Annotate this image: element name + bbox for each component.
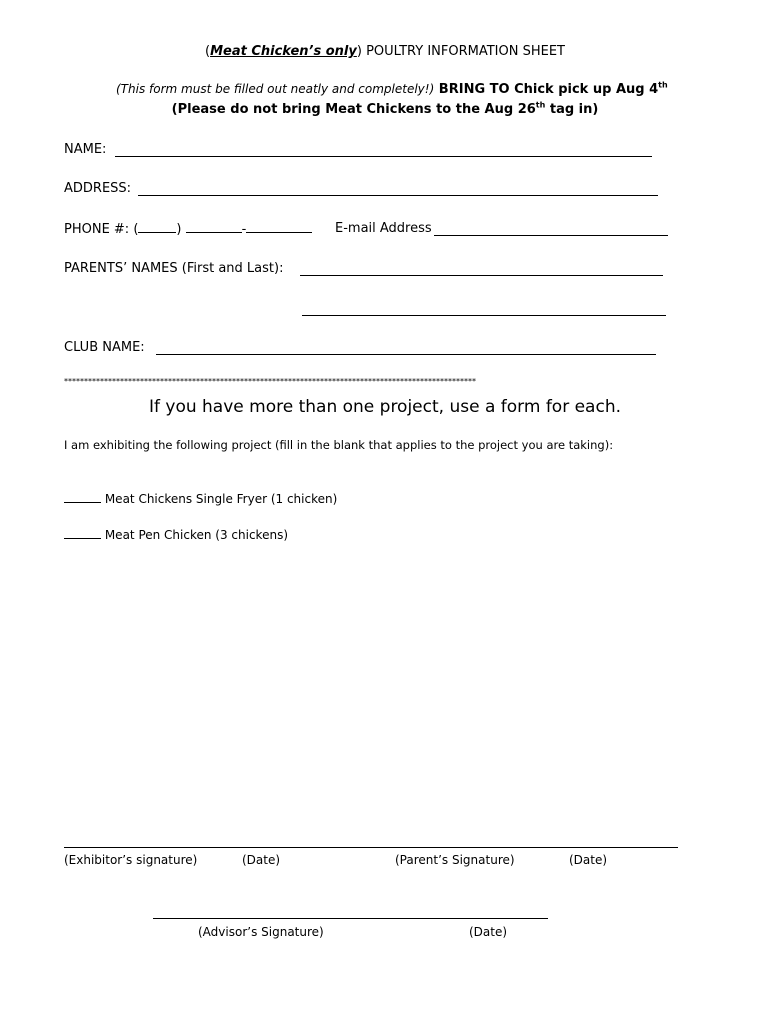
phone-line-field[interactable]	[246, 221, 312, 233]
instruction-text: (This form must be filled out neatly and completely!)	[116, 82, 435, 96]
project-intro: I am exhibiting the following project (fill in the blank that applies to the project you are taking):	[64, 438, 614, 452]
parents-label: PARENTS’ NAMES (First and Last):	[64, 261, 284, 276]
title-paren-open: (	[204, 44, 211, 59]
name-label: NAME:	[64, 142, 107, 157]
parents-field-2[interactable]	[302, 315, 666, 316]
exhibitor-signature-label: (Exhibitor’s signature)	[64, 853, 198, 867]
phone-paren-close: )	[176, 222, 182, 237]
title-paren-close: )	[356, 44, 362, 59]
note-line	[0, 102, 770, 118]
parent-signature-label: (Parent’s Signature)	[395, 853, 515, 867]
exhibitor-parent-signature-line[interactable]	[64, 847, 678, 848]
email-label: E-mail Address	[335, 221, 432, 236]
note-end: tag in)	[545, 102, 599, 117]
bring-sup: th	[658, 80, 668, 90]
option-meat-pen	[64, 527, 288, 543]
bring-text: BRING TO Chick pick up Aug 4	[434, 82, 659, 97]
parents-field-1[interactable]	[300, 275, 663, 276]
exhibitor-date-label: (Date)	[242, 853, 281, 867]
note-start: (Please do not bring Meat Chickens to the Aug 26	[171, 102, 536, 117]
advisor-signature-line[interactable]	[153, 918, 548, 919]
phone-row	[64, 221, 312, 238]
option-single-fryer-label: Meat Chickens Single Fryer (1 chicken)	[104, 492, 338, 506]
asterisk-divider: *******************************************************************************************************	[64, 377, 476, 386]
advisor-signature-label: (Advisor’s Signature)	[198, 925, 324, 939]
title-qualifier: Meat Chicken’s only	[210, 44, 357, 59]
address-label: ADDRESS:	[64, 181, 132, 196]
option-meat-pen-blank[interactable]	[64, 527, 101, 539]
phone-prefix-field[interactable]	[186, 221, 242, 233]
phone-area-code-field[interactable]	[138, 221, 176, 233]
option-single-fryer	[64, 491, 337, 507]
address-field[interactable]	[138, 195, 658, 196]
project-heading: If you have more than one project, use a form for each.	[148, 397, 621, 417]
parent-date-label: (Date)	[569, 853, 608, 867]
email-field[interactable]	[434, 235, 668, 236]
club-field[interactable]	[156, 354, 656, 355]
name-field[interactable]	[115, 156, 652, 157]
club-label: CLUB NAME:	[64, 340, 145, 355]
title-text: POULTRY INFORMATION SHEET	[361, 44, 565, 59]
advisor-date-label: (Date)	[469, 925, 508, 939]
form-title	[0, 44, 770, 60]
option-meat-pen-label: Meat Pen Chicken (3 chickens)	[104, 528, 288, 542]
phone-label: PHONE #: (	[64, 222, 139, 237]
phone-dash: -	[241, 222, 247, 237]
instruction-line	[116, 81, 668, 98]
option-single-fryer-blank[interactable]	[64, 491, 101, 503]
note-sup: th	[535, 100, 546, 110]
